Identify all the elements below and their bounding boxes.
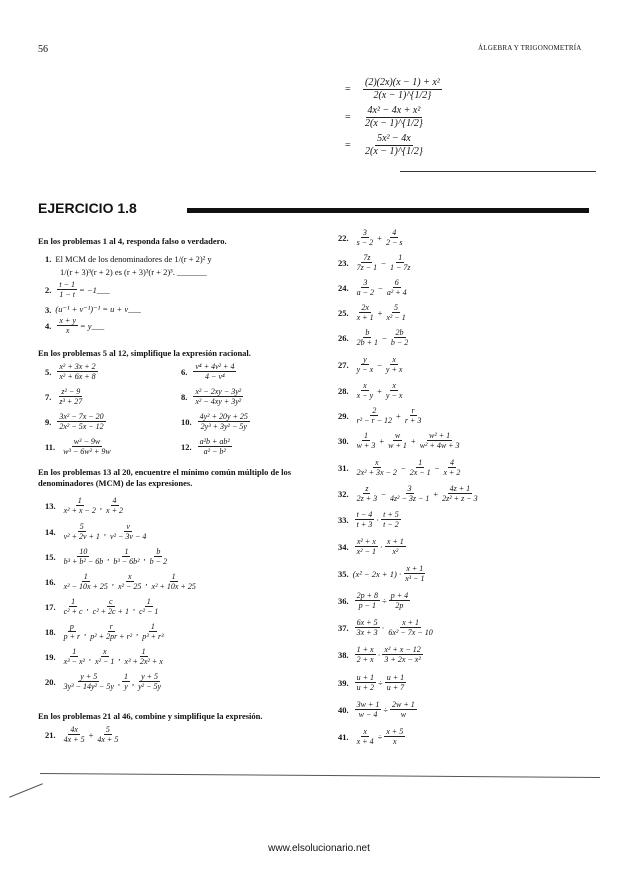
problem-20: 20. $\frac{y + 5}{\text{3y³ − 14y² − 5y}}$ , $\frac{1}{y}$ , $\frac{y + 5}{\text{y² − 5y}}$ [45,672,162,692]
instruction-3: En los problemas 13 al 20, encuentre el mínimo común múltiplo de los denominadores (MCM) de las expresiones. [38,467,292,488]
problem-37: 37. $\frac{6x + 5}{3x + 3}$ · $\frac{x + 1}{\text{6x² − 7x − 10}}$ [338,618,433,638]
problem-27: 27. $\frac{y}{y - x}$ − $\frac{x}{y + x}$ [338,355,403,375]
problem-21: 21. $\frac{4x}{4x + 5}$ + $\frac{5}{4x + 5}$ [45,725,119,745]
instruction-1: En los problemas 1 al 4, responda falso o verdadero. [38,236,227,246]
page-edge-line [40,773,600,778]
problem-35: 35. (x² − 2x + 1) · $\frac{x + 1}{\text{x³ − 1}}$ [338,564,425,584]
problem-7: 7. $\frac{\text{z² − 9}}{\text{z³ + 27}}$ [45,387,83,407]
derivation-step: = $\frac{\text{4x² − 4x + x²}}{2(x - 1)\^{}\{1/2\}}$ [345,105,423,129]
chapter-heading: ÁLGEBRA Y TRIGONOMETRÍA [478,44,582,52]
problem-5: 5. $\frac{\text{x² + 3x + 2}}{\text{x² + 6x + 8}}$ [45,362,96,382]
problem-19: 19. $\frac{1}{\text{x³ − x²}}$ , $\frac{x}{\text{x² − 1}}$ , $\frac{1}{\text{x³ + 2x² + x}}$ [45,647,163,667]
problem-3: 3. (u⁻¹ + v⁻¹)⁻¹ = u + v___ [45,304,141,315]
problem-36: 36. $\frac{2p + 8}{p - 1}$ ÷ $\frac{p + 4}{2p}$ [338,591,409,611]
problem-25: 25. $\frac{2x}{x + 1}$ + $\frac{5}{\text{x² − 1}}$ [338,303,406,323]
problem-17: 17. $\frac{1}{\text{c² + c}}$ , $\frac{c}{\text{c² + 2c + 1}}$ , $\frac{1}{\text{c² − 1}}$ [45,597,159,617]
problem-24: 24. $\frac{3}{a - 2}$ − $\frac{6}{\text{a² + 4}}$ [338,278,407,298]
problem-11: 11. $\frac{\text{w³ − 9w}}{\text{w³ − 6w² + 9w}}$ [45,437,111,457]
problem-15: 15. $\frac{10}{\text{b³ + b² − 6b}}$ , $\frac{1}{\text{b³ − 6b²}}$ , $\frac{b}{b - 2}$ [45,547,168,567]
problem-12: 12. $\frac{\text{a²b + ab²}}{\text{a² − b²}}$ [181,437,230,457]
problem-10: 10. $\frac{\text{4y² + 20y + 25}}{\text{2y³ + 3y² − 5y}}$ [181,412,248,432]
problem-2: 2. $\frac{t - 1}{1 - t}$ = −1___ [45,280,110,300]
problem-23: 23. $\frac{7z}{7z - 1}$ − $\frac{1}{1 - 7z}$ [338,253,411,273]
problem-9: 9. $\frac{\text{3x² − 7x − 20}}{\text{2x² − 5x − 12}}$ [45,412,104,432]
problem-30: 30. $\frac{1}{w + 3}$ + $\frac{w}{w + 1}$ + $\frac{\text{w² + 1}}{\text{w² + 4w + 3}}$ [338,431,460,451]
derivation-block [345,75,605,159]
problem-29: 29. $\frac{2}{\text{r² − r − 12}}$ + $\frac{r}{r + 3}$ [338,406,422,426]
derivation-step: = $\frac{\text{(2)(2x)(x − 1) + x²}}{2(x - 1)\^{}\{1/2\}}$ [345,77,440,101]
problem-32: 32. $\frac{z}{2z + 3}$ − $\frac{3}{\text{4z² − 3z − 1}}$ + $\frac{4z + 1}{\text{2z² + z − 3}}$ [338,484,478,504]
problem-14: 14. $\frac{5}{\text{v² + 2v + 1}}$ , $\frac{v}{\text{v² − 3v − 4}}$ [45,522,147,542]
instruction-4: En los problemas 21 al 46, combine y simplifique la expresión. [38,711,263,721]
problem-40: 40. $\frac{3w + 1}{w - 4}$ ÷ $\frac{2w + 1}{w}$ [338,700,415,720]
problem-34: 34. $\frac{\text{x² + x}}{\text{x² − 1}}$ · $\frac{x + 1}{\text{x²}}$ [338,537,404,557]
problem-33: 33. $\frac{t - 4}{t + 3}$ · $\frac{t + 5}{t - 2}$ [338,510,399,530]
problem-1-line-2: 1/(r + 3)³(r + 2) es (r + 3)³(r + 2)³. _______ [60,267,207,277]
footer-site-link[interactable]: www.elsolucionario.net [268,843,370,854]
page-number: 56 [38,44,48,55]
problem-28: 28. $\frac{x}{x - y}$ + $\frac{x}{y - x}$ [338,381,403,401]
problem-4: 4. $\frac{x + y}{x}$ = y___ [45,316,105,336]
derivation-step: = $\frac{\text{5x² − 4x}}{2(x - 1)\^{}\{1/2\}}$ [345,133,423,157]
instruction-2: En los problemas 5 al 12, simplifique la expresión racional. [38,348,251,358]
problem-18: 18. $\frac{p}{p + r}$ , $\frac{r}{\text{p² + 2pr + r²}}$ , $\frac{1}{\text{p³ + r³}}$ [45,622,164,642]
problem-41: 41. $\frac{x}{x + 4}$ ÷ $\frac{x + 5}{x}$ [338,727,404,747]
problem-1: 1. El MCM de los denominadores de 1/(r + 2)² y [45,254,212,264]
exercise-title: EJERCICIO 1.8 [38,200,137,216]
problem-31: 31. $\frac{x}{\text{2x² + 3x − 2}}$ − $\frac{1}{2x - 1}$ − $\frac{4}{x + 2}$ [338,458,461,478]
problem-38: 38. $\frac{1 + x}{2 + x}$ · $\frac{\text{x² + x − 12}}{\text{3 + 2x − x²}}$ [338,645,421,665]
problem-26: 26. $\frac{b}{2b + 1}$ − $\frac{2b}{b - 2}$ [338,328,409,348]
problem-16: 16. $\frac{1}{\text{x² − 10x + 25}}$ , $\frac{x}{\text{x² − 25}}$ , $\frac{1}{\text{x² + 10x + 25}}$ [45,572,196,592]
page-edge-line [9,783,43,797]
problem-8: 8. $\frac{\text{x² − 2xy − 3y²}}{\text{x² − 4xy + 3y²}}$ [181,387,242,407]
problem-6: 6. $\frac{\text{v⁴ + 4v² + 4}}{\text{4 − v⁴}}$ [181,362,235,382]
problem-22: 22. $\frac{3}{s - 2}$ + $\frac{4}{2 - s}$ [338,228,403,248]
problem-13: 13. $\frac{1}{\text{x² + x − 2}}$ , $\frac{4}{x + 2}$ [45,496,123,516]
divider-line [400,171,596,172]
problem-39: 39. $\frac{u + 1}{u + 2}$ ÷ $\frac{u + 1}{u + 7}$ [338,673,405,693]
exercise-title-bar [187,208,589,213]
